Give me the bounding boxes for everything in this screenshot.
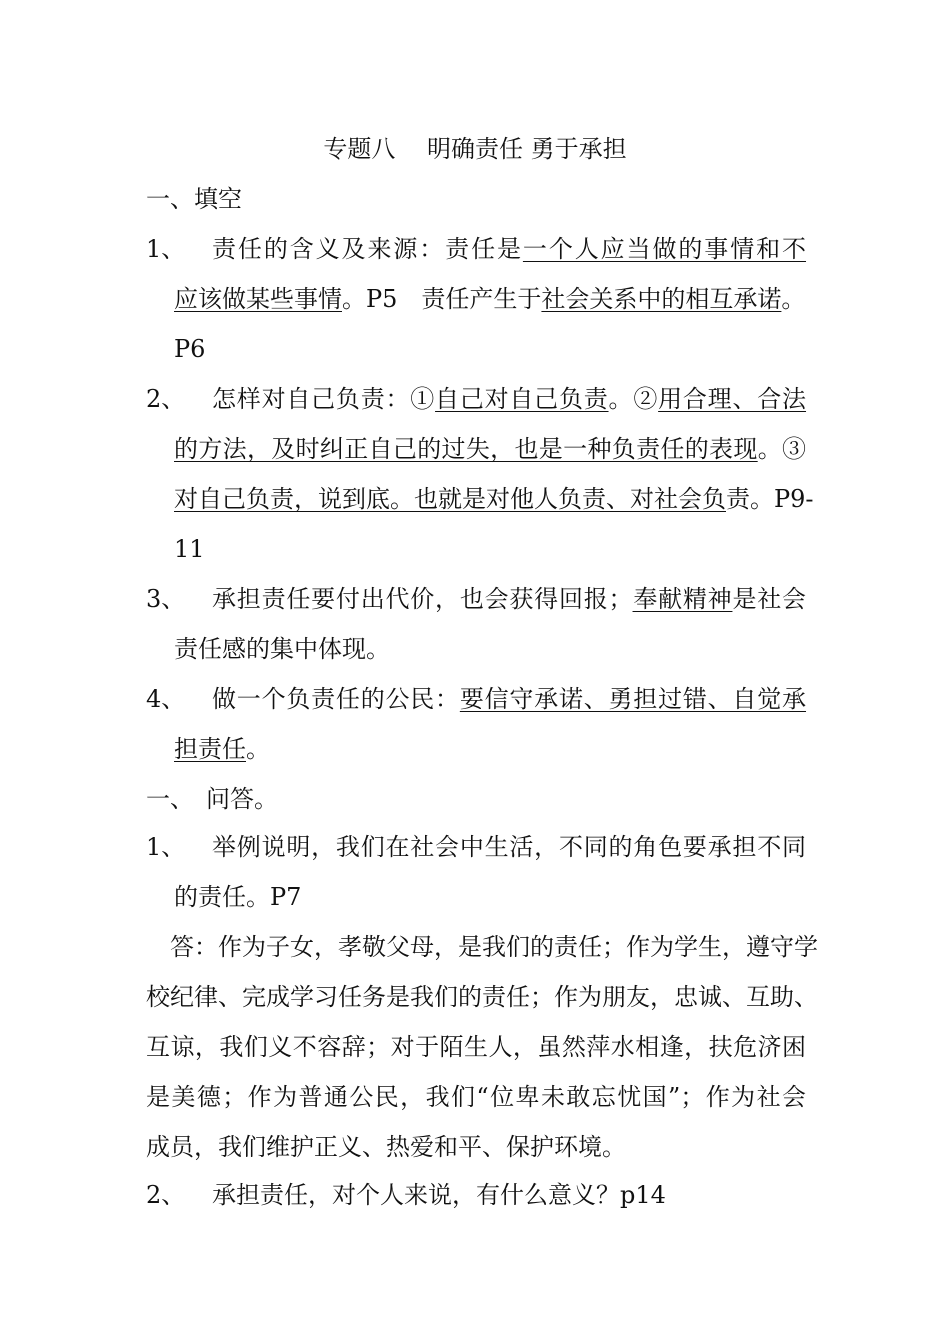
fill-item-1-text-2: 。P5 责任产生于 — [342, 285, 542, 313]
fill-item-4-line-1 — [212, 684, 806, 714]
fill-item-4-answer: 要信守承诺、勇担过错、自觉承 — [459, 685, 807, 713]
fill-item-2-line-1 — [212, 384, 806, 414]
fill-item-4-number: 4、 — [146, 685, 186, 713]
fill-item-1-page-ref: P6 — [174, 335, 206, 363]
fill-item-2-line-3 — [174, 484, 814, 514]
fill-item-2-page-ref-cont: 11 — [174, 535, 205, 563]
fill-item-1-text: 责任的含义及来源：责任是 — [212, 235, 523, 263]
fill-item-1-number: 1、 — [146, 235, 186, 263]
fill-item-1-answer-2: 社会关系中的相互承诺 — [541, 285, 782, 313]
fill-item-2-marker-2: 。② — [608, 385, 659, 413]
fill-item-4-text: 做一个负责任的公民： — [212, 685, 460, 713]
fill-item-4-answer-cont: 担责任 — [174, 735, 246, 763]
fill-item-3-text: 承担责任要付出代价，也会获得回报； — [212, 585, 633, 613]
fill-item-2-text: 怎样对自己负责：① — [212, 385, 436, 413]
fill-item-4-period: 。 — [246, 735, 270, 763]
fill-item-1-line-1 — [212, 234, 806, 264]
fill-item-2-answer-2: 用合理、合法 — [658, 385, 807, 413]
fill-item-3-line-1 — [212, 584, 806, 614]
fill-item-3-answer: 奉献精神 — [632, 585, 733, 613]
fill-item-2-line-4 — [174, 534, 205, 564]
section-heading-qa: 一、 问答。 — [146, 785, 278, 813]
fill-item-1-period: 。 — [781, 285, 806, 313]
fill-item-3-number: 3、 — [146, 585, 186, 613]
qa-item-1-answer-line-3: 互谅，我们义不容辞；对于陌生人，虽然萍水相逢，扶危济困 — [146, 1033, 806, 1061]
qa-item-1-answer-line-1: 答：作为子女，孝敬父母，是我们的责任；作为学生，遵守学 — [170, 933, 818, 961]
qa-item-1-answer-line-4: 是美德；作为普通公民，我们“位卑未敢忘忧国”；作为社会 — [146, 1083, 806, 1111]
fill-item-2-marker-3: 。③ — [757, 435, 807, 463]
section-heading-fill: 一、填空 — [146, 185, 242, 213]
fill-item-1-line-3 — [174, 334, 205, 364]
qa-item-1-answer-line-5: 成员，我们维护正义、热爱和平、保护环境。 — [146, 1133, 626, 1161]
fill-item-2-answer-3: 对自己负责，说到底。也就是对他人负责、对社会负 — [174, 485, 726, 513]
qa-item-2-question: 承担责任，对个人来说，有什么意义？p14 — [212, 1181, 666, 1209]
qa-item-1-question-line-1: 举例说明，我们在社会中生活，不同的角色要承担不同 — [212, 833, 806, 861]
fill-item-1-answer-cont: 应该做某些事情 — [174, 285, 342, 313]
fill-item-2-answer-1: 自己对自己负责 — [435, 385, 609, 413]
fill-item-2-answer-2-cont: 的方法，及时纠正自己的过失，也是一种负责任的表现 — [174, 435, 758, 463]
fill-item-2-number: 2、 — [146, 385, 186, 413]
fill-item-2-line-2 — [174, 434, 806, 464]
qa-item-1-answer-line-2: 校纪律、完成学习任务是我们的责任；作为朋友，忠诚、互助、 — [146, 983, 818, 1011]
qa-item-1-question-line-2: 的责任。P7 — [174, 883, 302, 911]
fill-item-1-line-2 — [174, 284, 805, 314]
fill-item-2-page-ref: 责。P9- — [726, 485, 814, 513]
fill-item-3-text-3: 责任感的集中体现。 — [174, 635, 390, 663]
document-title: 专题八 明确责任 勇于承担 — [323, 135, 627, 163]
qa-item-2-number: 2、 — [146, 1181, 186, 1209]
fill-item-3-text-2: 是社会 — [732, 585, 807, 613]
fill-item-4-line-2 — [174, 734, 270, 764]
fill-item-3-line-2 — [174, 634, 390, 664]
qa-item-1-number: 1、 — [146, 833, 186, 861]
fill-item-1-answer: 一个人应当做的事情和不 — [522, 235, 807, 263]
